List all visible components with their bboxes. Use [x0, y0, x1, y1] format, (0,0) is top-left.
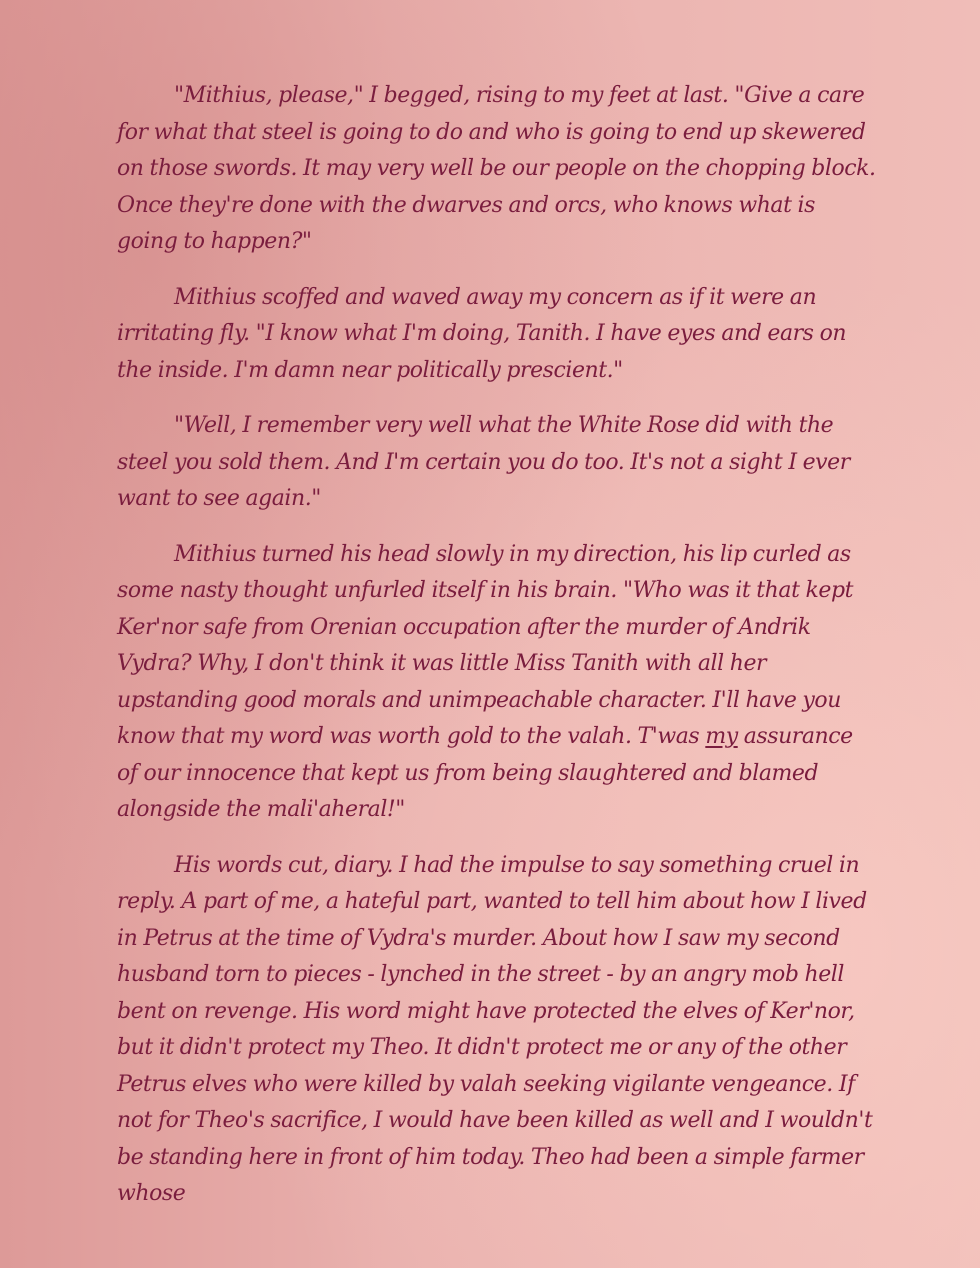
paragraph-3: "Well, I remember very well what the White Rose did with the steel you sold them. And I'm certain you do too. It's not a sight I ever want to see again.": [117, 413, 850, 511]
emphasized-word: my: [705, 724, 738, 749]
paragraph-4-text-after: assurance of our innocence that kept us from being slaughtered and blamed alongside the mali'aheral!": [117, 724, 853, 822]
paragraph-5: His words cut, diary. I had the impulse to say something cruel in reply. A part of me, a hateful part, wanted to tell him about how I lived in Petrus at the time of Vydra's murder. About how I saw my second husband torn to pieces - lynched in the street - by an angry mob hell bent on revenge. His word might have protected the elves of Ker'nor, but it didn't protect my Theo. It didn't protect me or any of the other Petrus elves who were killed by valah seeking vigilante vengeance. If not for Theo's sacrifice, I would have been killed as well and I wouldn't be standing here in front of him today. Theo had been a simple farmer whose: [117, 852, 873, 1206]
paragraph-1: "Mithius, please," I begged, rising to my feet at last. "Give a care for what that steel is going to do and who is going to end up skewered on those swords. It may very well be our people on the chopping block. Once they're done with the dwarves and orcs, who knows what is going to happen?": [117, 83, 876, 254]
diary-page: [117, 78, 877, 1213]
paragraph-4: [117, 537, 877, 829]
paragraph-2: Mithius scoffed and waved away my concern as if it were an irritating fly. "I know what I'm doing, Tanith. I have eyes and ears on the inside. I'm damn near politically prescient.": [117, 284, 847, 383]
paragraph-4-text-before: Mithius turned his head slowly in my direction, his lip curled as some nasty thought unfurled itself in his brain. "Who was it that kept Ker'nor safe from Orenian occupation after the murder of Andrik Vydra? Why, I don't think it was little Miss Tanith with all her upstanding good morals and unimpeachable character. I'll have you know that my word was worth gold to the valah. T'was: [117, 541, 853, 749]
